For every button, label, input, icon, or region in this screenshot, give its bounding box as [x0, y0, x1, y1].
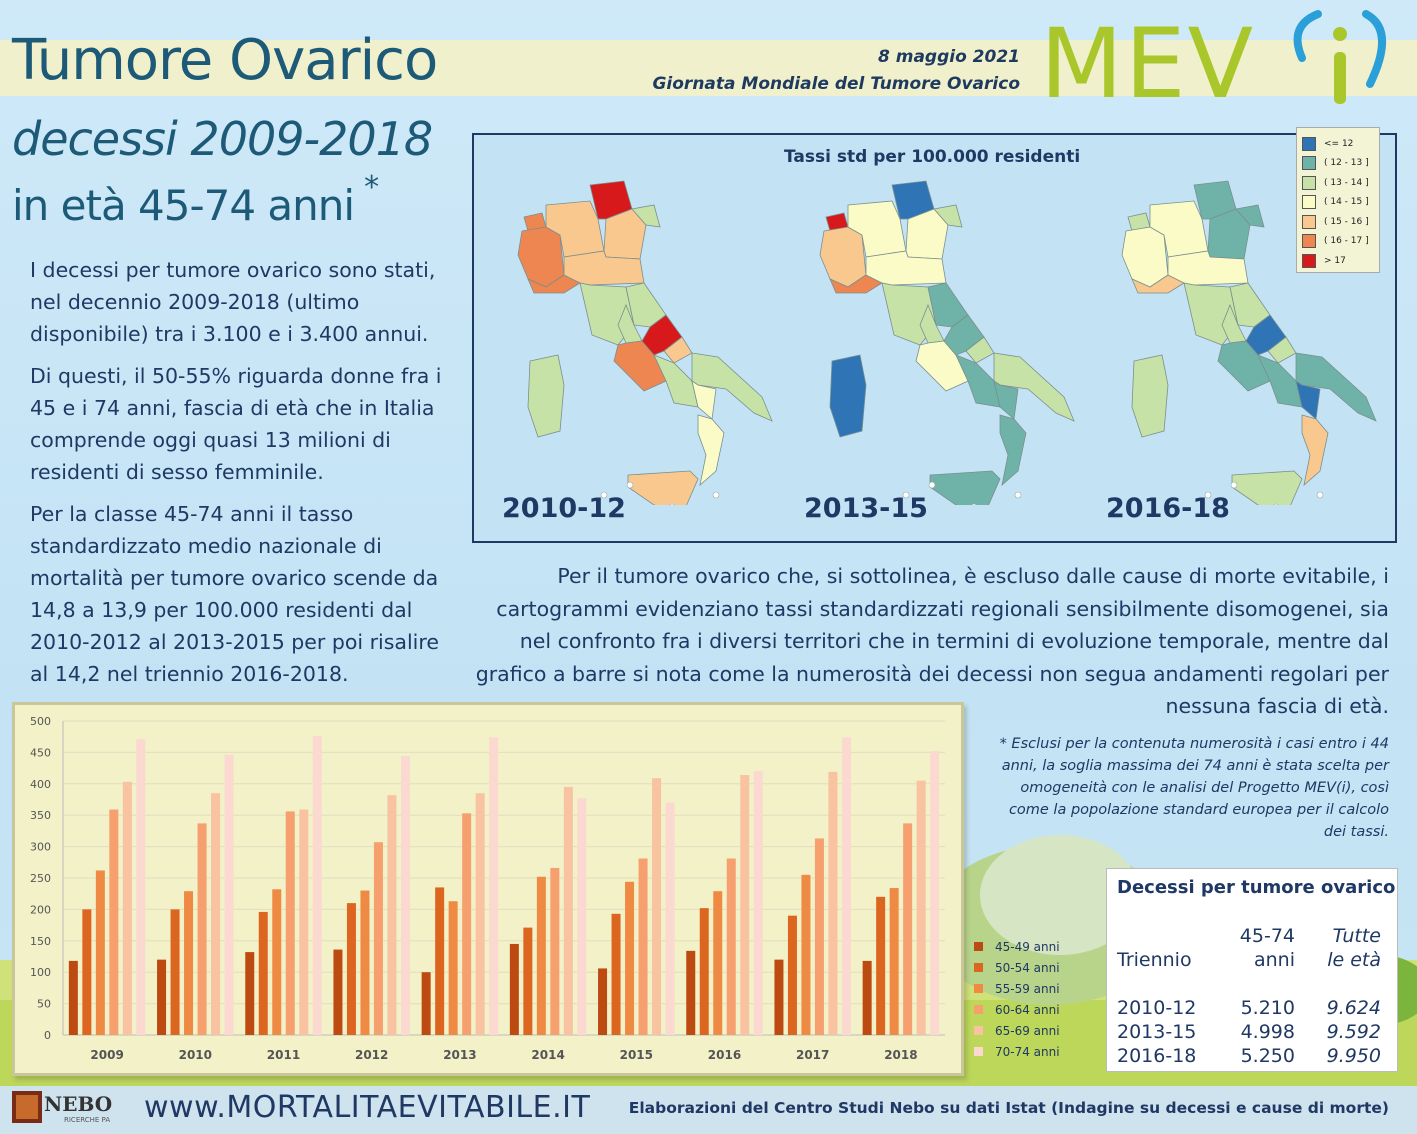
bar-2014-45-49-anni — [510, 944, 519, 1035]
bar-2009-60-64-anni — [109, 810, 118, 1035]
bar-2016-50-54-anni — [700, 908, 709, 1035]
map-period-3: 2016-18 — [1106, 493, 1230, 524]
region-calabria — [698, 415, 724, 485]
bar-2017-55-59-anni — [801, 875, 810, 1035]
map-legend-label: ( 16 - 17 ] — [1324, 236, 1369, 247]
table-row-45-74: 4.998 — [1240, 1021, 1295, 1043]
bar-2010-70-74-anni — [225, 755, 234, 1035]
bar-2017-45-49-anni — [774, 960, 783, 1035]
map-italy-2016-18 — [1098, 175, 1388, 505]
table-header-anni: anni — [1253, 949, 1295, 971]
bar-legend-label: 70-74 anni — [995, 1044, 1060, 1059]
logo-text: MEV — [1040, 8, 1256, 120]
bar-2009-65-69-anni — [123, 782, 132, 1035]
y-tick-label: 0 — [44, 1029, 51, 1042]
bar-2013-50-54-anni — [435, 887, 444, 1035]
island — [1231, 482, 1237, 488]
title-sub: decessi 2009-2018 — [12, 112, 433, 166]
nebo-brand-sub: RICERCHE PA — [64, 1116, 111, 1124]
table-header-tutte: Tutte — [1332, 925, 1381, 947]
title-age — [12, 170, 379, 230]
bar-2013-45-49-anni — [422, 972, 431, 1035]
region-sardegna — [528, 355, 564, 437]
region-sardegna — [830, 355, 866, 437]
x-tick-label: 2016 — [707, 1048, 742, 1062]
footnote: * Esclusi per la contenuta numerosità i casi entro i 44 anni, la soglia massima dei 74 anni è stata scelta per omogeneità con le analisi del Progetto MEV(i), così come la popolazione standard europea per il calcolo dei tassi. — [999, 736, 1389, 840]
y-tick-label: 300 — [30, 840, 51, 854]
region-piemonte — [1122, 227, 1168, 287]
table-header-eta: le età — [1327, 949, 1381, 971]
bar-chart-panel — [12, 702, 964, 1076]
bar-legend-item — [974, 999, 1086, 1020]
bar-legend-item — [974, 1041, 1086, 1062]
commentary-text: Per il tumore ovarico che, si sottolinea, è escluso dalle cause di morte evitabile, i cartogrammi evidenziano tassi standardizzati regionali sensibilmente disomogenei, sia nel confronto fra i diversi territori che in termini di evoluzione temporale, mentre dal grafico a barre si nota come la numerosità dei decessi non segua andamenti regolari per nessuna fascia di età. — [475, 564, 1389, 718]
bar-2011-60-64-anni — [286, 811, 295, 1035]
x-tick-label: 2009 — [90, 1048, 124, 1062]
bar-2017-60-64-anni — [815, 838, 824, 1035]
bar-2017-65-69-anni — [828, 772, 837, 1035]
map-legend-label: ( 12 - 13 ] — [1324, 158, 1369, 169]
table-header-period: Triennio — [1117, 949, 1192, 971]
map-period-2: 2013-15 — [804, 493, 928, 524]
map-italy-2013-15 — [796, 175, 1086, 505]
website-link[interactable]: www.MORTALITAEVITABILE.IT — [144, 1090, 591, 1125]
island — [1015, 492, 1021, 498]
bar-2013-70-74-anni — [489, 737, 498, 1035]
x-tick-label: 2010 — [178, 1048, 213, 1062]
logo-suffix: i — [1325, 101, 1326, 102]
bar-2009-55-59-anni — [96, 870, 105, 1035]
bar-legend-label: 55-59 anni — [995, 981, 1060, 996]
bar-2016-60-64-anni — [727, 859, 736, 1035]
credits: Elaborazioni del Centro Studi Nebo su dati Istat (Indagine su decessi e cause di morte) — [628, 1099, 1389, 1117]
bar-2018-60-64-anni — [903, 823, 912, 1035]
map-legend-item — [1302, 134, 1374, 154]
bar-2012-65-69-anni — [387, 795, 396, 1035]
table-row-period: 2013-15 — [1117, 1021, 1197, 1043]
bar-2013-60-64-anni — [462, 813, 471, 1035]
bar-legend-swatch — [974, 963, 983, 972]
table-row-period: 2010-12 — [1117, 997, 1197, 1019]
bar-2013-55-59-anni — [449, 901, 458, 1035]
map-legend-label: ( 15 - 16 ] — [1324, 216, 1369, 227]
table-row-all: 9.592 — [1326, 1021, 1381, 1043]
bar-legend-label: 60-64 anni — [995, 1002, 1060, 1017]
bar-2017-70-74-anni — [842, 737, 851, 1035]
region-sicilia — [1232, 471, 1302, 505]
intro-text — [30, 254, 450, 700]
event-info — [652, 44, 1020, 98]
bar-chart — [15, 705, 961, 1073]
bar-2012-60-64-anni — [374, 842, 383, 1035]
intro-paragraph-2: Di questi, il 50-55% riguarda donne fra i 45 e i 74 anni, fascia di età che in Italia comprende oggi quasi 13 milioni di residenti di sesso femminile. — [30, 364, 442, 484]
y-tick-label: 250 — [30, 872, 51, 885]
table-row-all: 9.950 — [1326, 1045, 1381, 1067]
bar-2011-50-54-anni — [259, 912, 268, 1035]
bar-2015-60-64-anni — [639, 859, 648, 1035]
table-row-45-74: 5.250 — [1240, 1045, 1295, 1067]
island — [627, 482, 633, 488]
table-row-all: 9.624 — [1326, 997, 1381, 1019]
bar-2012-70-74-anni — [401, 756, 410, 1035]
nebo-brand: NEBO — [44, 1092, 113, 1116]
bar-2011-45-49-anni — [245, 952, 254, 1035]
bar-2015-45-49-anni — [598, 968, 607, 1035]
bar-legend-swatch — [974, 942, 983, 951]
mev-logo — [1040, 6, 1410, 120]
bar-2015-55-59-anni — [625, 882, 634, 1035]
island — [713, 492, 719, 498]
region-calabria — [1000, 415, 1026, 485]
region-piemonte — [820, 227, 866, 287]
bar-2014-65-69-anni — [564, 787, 573, 1035]
bar-2014-70-74-anni — [577, 798, 586, 1035]
region-calabria — [1302, 415, 1328, 485]
y-tick-label: 200 — [30, 903, 51, 917]
island — [1317, 492, 1323, 498]
map-italy-2010-12 — [494, 175, 784, 505]
table-header-45-74: 45-74 — [1239, 925, 1295, 947]
nebo-logo[interactable] — [12, 1089, 122, 1127]
y-tick-label: 100 — [30, 966, 51, 980]
event-name: Giornata Mondiale del Tumore Ovarico — [652, 74, 1020, 94]
bar-legend-swatch — [974, 1026, 983, 1035]
bar-2014-55-59-anni — [537, 877, 546, 1035]
table-row-45-74: 5.210 — [1240, 997, 1295, 1019]
map-legend-swatch — [1302, 137, 1316, 151]
bar-2011-55-59-anni — [272, 889, 281, 1035]
event-date: 8 maggio 2021 — [877, 47, 1020, 67]
x-tick-label: 2018 — [884, 1048, 918, 1062]
map-legend-label: <= 12 — [1324, 138, 1354, 149]
y-tick-label: 50 — [37, 997, 51, 1011]
bar-2017-50-54-anni — [788, 916, 797, 1035]
bar-2016-65-69-anni — [740, 775, 749, 1035]
intro-paragraph-1: I decessi per tumore ovarico sono stati, nel decennio 2009-2018 (ultimo disponibile) tra i 3.100 e i 3.400 annui. — [30, 258, 436, 346]
maps-title: Tassi std per 100.000 residenti — [784, 147, 1081, 167]
y-tick-label: 350 — [30, 809, 51, 823]
title-age-text: in età 45-74 anni — [12, 181, 355, 230]
x-tick-label: 2012 — [354, 1048, 389, 1062]
map-legend-label: ( 13 - 14 ] — [1324, 177, 1369, 188]
map-legend-label: ( 14 - 15 ] — [1324, 197, 1369, 208]
bar-chart-legend — [974, 936, 1086, 1074]
bar-legend-swatch — [974, 984, 983, 993]
x-tick-label: 2014 — [531, 1048, 565, 1062]
bar-2013-65-69-anni — [476, 793, 485, 1035]
region-sicilia — [930, 471, 1000, 505]
table-title: Decessi per tumore ovarico — [1117, 877, 1396, 898]
map-legend-label: > 17 — [1324, 255, 1346, 266]
bar-2011-65-69-anni — [299, 810, 308, 1035]
region-sicilia — [628, 471, 698, 505]
bar-2015-50-54-anni — [612, 914, 621, 1035]
bar-2018-65-69-anni — [917, 781, 926, 1035]
x-tick-label: 2017 — [795, 1048, 830, 1062]
bar-2018-55-59-anni — [890, 888, 899, 1035]
bar-2012-45-49-anni — [333, 950, 342, 1035]
bar-2015-65-69-anni — [652, 778, 661, 1035]
bar-legend-item — [974, 936, 1086, 957]
region-piemonte — [518, 227, 564, 287]
bar-2009-45-49-anni — [69, 961, 78, 1035]
bar-2012-55-59-anni — [360, 891, 369, 1035]
title-asterisk: * — [364, 170, 379, 205]
bar-2018-70-74-anni — [930, 751, 939, 1035]
bar-2014-50-54-anni — [523, 928, 532, 1035]
region-sardegna — [1132, 355, 1168, 437]
y-tick-label: 500 — [30, 715, 51, 728]
bar-2009-50-54-anni — [82, 909, 91, 1035]
map-legend-swatch — [1302, 156, 1316, 170]
y-tick-label: 400 — [30, 777, 51, 791]
bar-legend-item — [974, 978, 1086, 999]
bar-2018-50-54-anni — [876, 897, 885, 1035]
bar-2016-45-49-anni — [686, 951, 695, 1035]
bar-legend-label: 50-54 anni — [995, 960, 1060, 975]
bar-legend-item — [974, 957, 1086, 978]
bar-legend-label: 45-49 anni — [995, 939, 1060, 954]
bar-2016-55-59-anni — [713, 891, 722, 1035]
title-main: Tumore Ovarico — [12, 28, 438, 93]
map-legend-item — [1302, 154, 1374, 174]
maps-panel — [472, 133, 1397, 543]
deaths-table — [1106, 868, 1398, 1072]
island — [929, 482, 935, 488]
bar-2010-65-69-anni — [211, 793, 220, 1035]
x-tick-label: 2015 — [619, 1048, 654, 1062]
bar-legend-item — [974, 1020, 1086, 1041]
nebo-logo-mark — [12, 1089, 122, 1127]
bar-legend-swatch — [974, 1005, 983, 1014]
bar-2010-45-49-anni — [157, 960, 166, 1035]
bar-2010-55-59-anni — [184, 891, 193, 1035]
bar-2012-50-54-anni — [347, 903, 356, 1035]
map-period-1: 2010-12 — [502, 493, 626, 524]
y-tick-label: 150 — [30, 934, 51, 948]
table-row-period: 2016-18 — [1117, 1045, 1197, 1067]
bar-2009-70-74-anni — [136, 739, 145, 1035]
bar-legend-swatch — [974, 1047, 983, 1056]
intro-paragraph-3: Per la classe 45-74 anni il tasso standardizzato medio nazionale di mortalità per tumore ovarico scende da 14,8 a 13,9 per 100.000 residenti dal 2010-2012 al 2013-2015 per poi risalire al 14,2 nel triennio 2016-2018. — [30, 502, 439, 686]
bar-2016-70-74-anni — [754, 771, 763, 1035]
bar-legend-label: 65-69 anni — [995, 1023, 1060, 1038]
bar-2014-60-64-anni — [550, 868, 559, 1035]
bar-2010-50-54-anni — [171, 909, 180, 1035]
y-tick-label: 450 — [30, 746, 51, 760]
bar-2018-45-49-anni — [863, 961, 872, 1035]
logo-i-mark — [1040, 6, 1410, 114]
x-tick-label: 2011 — [266, 1048, 301, 1062]
bar-2010-60-64-anni — [198, 823, 207, 1035]
bar-2011-70-74-anni — [313, 736, 322, 1035]
x-tick-label: 2013 — [443, 1048, 477, 1062]
bar-2015-70-74-anni — [666, 803, 675, 1035]
